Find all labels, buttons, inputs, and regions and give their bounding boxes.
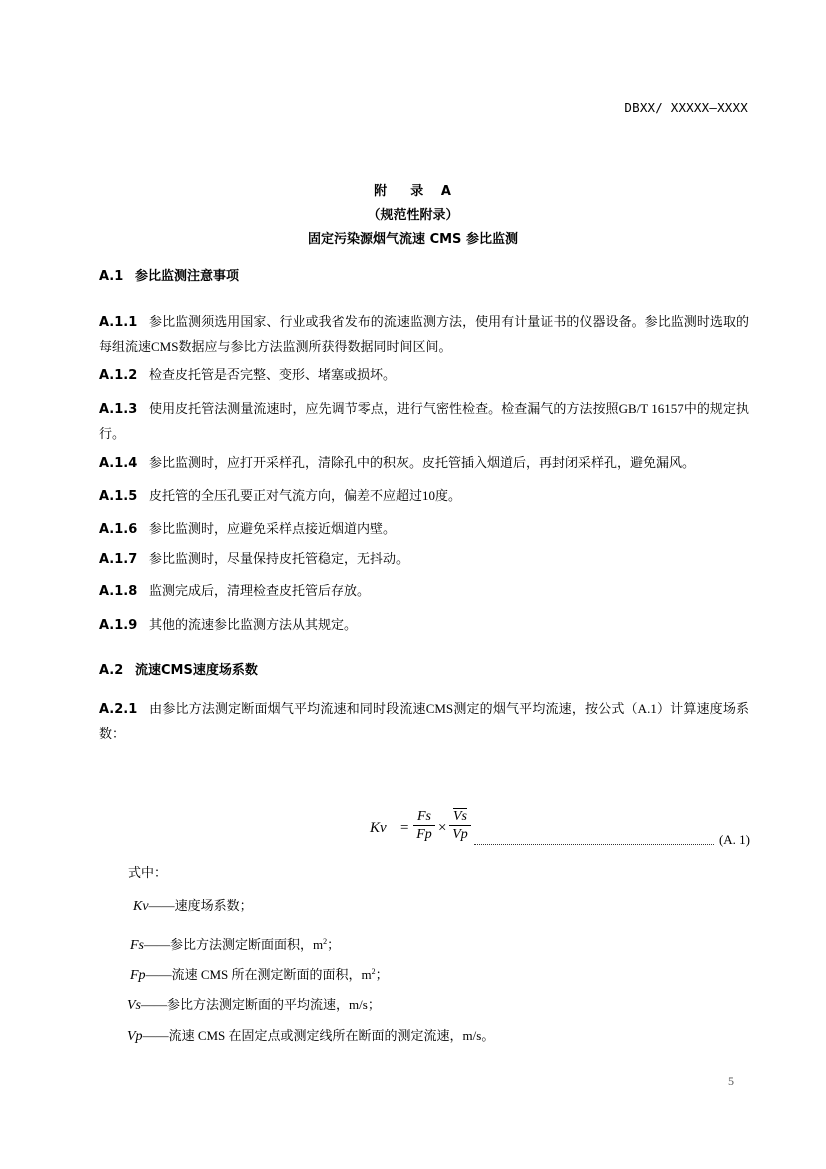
definition-fp (130, 964, 389, 984)
definition-kv (133, 895, 253, 915)
clause-text: 使用皮托管法测量流速时，应先调节零点，进行气密性检查。检查漏气的方法按照GB/T 16157中的规定执行。 (99, 401, 749, 441)
dash: —— (144, 937, 170, 952)
formula-lhs: Kv (370, 820, 387, 836)
clause-number: A.1.6 (99, 522, 138, 537)
clause-text: 其他的流速参比监测方法从其规定。 (149, 617, 358, 632)
dash: —— (142, 1028, 169, 1043)
clause-number: A.1.9 (99, 618, 138, 633)
appendix-word-1: 附 (374, 184, 389, 199)
clause-a1-5 (99, 484, 749, 509)
clause-a1-1 (99, 310, 749, 359)
fraction-numerator: Fs (417, 809, 431, 824)
unit: m (313, 937, 324, 952)
clause-number: A.1.7 (99, 552, 138, 567)
clause-number: A.1.5 (99, 489, 138, 504)
symbol: Vp (127, 1029, 143, 1044)
clause-number: A.1.4 (99, 456, 138, 471)
leader-dots (474, 834, 714, 845)
dash: —— (141, 997, 167, 1012)
definition-text: 速度场系数； (174, 898, 253, 913)
page-number: 5 (728, 1074, 734, 1088)
clause-text: 由参比方法测定断面烟气平均流速和同时段流速CMS测定的烟气平均流速，按公式（A.1）计算速度场系数： (99, 701, 749, 741)
appendix-letter: A (440, 184, 452, 199)
dash: —— (148, 898, 175, 913)
clause-a1-4 (99, 451, 749, 476)
definition-vp (127, 1025, 494, 1045)
symbol: Fp (130, 968, 146, 983)
formula-equals: = (400, 820, 409, 836)
formula-a1 (370, 808, 750, 854)
clause-a1-8 (99, 579, 749, 604)
unit: m (361, 967, 372, 982)
fraction-area-ratio (413, 808, 435, 843)
clause-a1-2 (99, 363, 749, 388)
clause-text: 参比监测时，应打开采样孔，清除孔中的积灰。皮托管插入烟道后，再封闭采样孔，避免漏风。 (149, 455, 696, 470)
clause-number: A.1.1 (99, 315, 138, 330)
definition-text: 参比方法测定断面的平均流速， (167, 997, 350, 1012)
fraction-denominator: Vp (449, 825, 471, 843)
clause-number: A.2.1 (99, 702, 138, 717)
document-code: DBXX/ XXXXX—XXXX (624, 100, 748, 115)
appendix-word-2: 录 (410, 184, 425, 199)
unit-exponent: 2 (323, 937, 328, 946)
section-number: A.1 (99, 269, 124, 284)
dash: —— (145, 967, 172, 982)
section-a2-heading (99, 659, 258, 678)
definition-fs (130, 934, 340, 954)
section-number: A.2 (99, 663, 124, 678)
fraction-numerator: $\overline{Vs}$ (453, 809, 467, 824)
normative-label: （规范性附录） (367, 208, 459, 223)
formula-times: × (438, 820, 447, 836)
clause-text: 参比监测时，尽量保持皮托管稳定，无抖动。 (149, 551, 410, 566)
clause-a2-1 (99, 697, 749, 746)
section-a1-heading (99, 265, 239, 284)
appendix-title: 固定污染源烟气流速 CMS 参比监测 (308, 232, 518, 247)
unit: m/s (349, 997, 368, 1012)
definition-text: 流速 CMS 所在测定断面的面积， (171, 967, 362, 982)
clause-a1-6 (99, 517, 749, 542)
section-title: 流速CMS速度场系数 (135, 663, 258, 678)
clause-text: 参比监测时，应避免采样点接近烟道内壁。 (149, 521, 397, 536)
definition-vs (127, 994, 381, 1014)
clause-number: A.1.2 (99, 368, 138, 383)
clause-text: 参比监测须选用国家、行业或我省发布的流速监测方法，使用有计量证书的仪器设备。参比监测时选取的每组流速CMS数据应与参比方法监测所获得数据同时间区间。 (99, 314, 749, 354)
definition-text: 参比方法测定断面面积， (170, 937, 314, 952)
clause-text: 检查皮托管是否完整、变形、堵塞或损坏。 (149, 367, 397, 382)
clause-a1-7 (99, 547, 749, 572)
clause-number: A.1.8 (99, 584, 138, 599)
equation-number: (A. 1) (718, 832, 750, 847)
clause-number: A.1.3 (99, 402, 138, 417)
symbol: Vs (127, 998, 141, 1013)
where-label: 式中： (128, 865, 168, 880)
unit-exponent: 2 (371, 967, 376, 976)
symbol: Fs (130, 938, 144, 953)
clause-a1-3 (99, 397, 749, 446)
punctuation: ； (375, 967, 389, 982)
punctuation: 。 (481, 1028, 495, 1043)
punctuation: ； (367, 997, 381, 1012)
fraction-denominator: Fp (413, 825, 435, 843)
definition-text: 流速 CMS 在固定点或测定线所在断面的测定流速， (168, 1028, 463, 1043)
section-title: 参比监测注意事项 (135, 269, 240, 284)
appendix-heading (0, 180, 826, 199)
fraction-velocity-ratio (449, 808, 471, 843)
unit: m/s (462, 1028, 482, 1043)
punctuation: ； (327, 937, 341, 952)
symbol: Kv (133, 899, 149, 914)
clause-text: 监测完成后，清理检查皮托管后存放。 (149, 583, 371, 598)
clause-a1-9 (99, 613, 749, 638)
clause-text: 皮托管的全压孔要正对气流方向，偏差不应超过10度。 (149, 488, 462, 503)
